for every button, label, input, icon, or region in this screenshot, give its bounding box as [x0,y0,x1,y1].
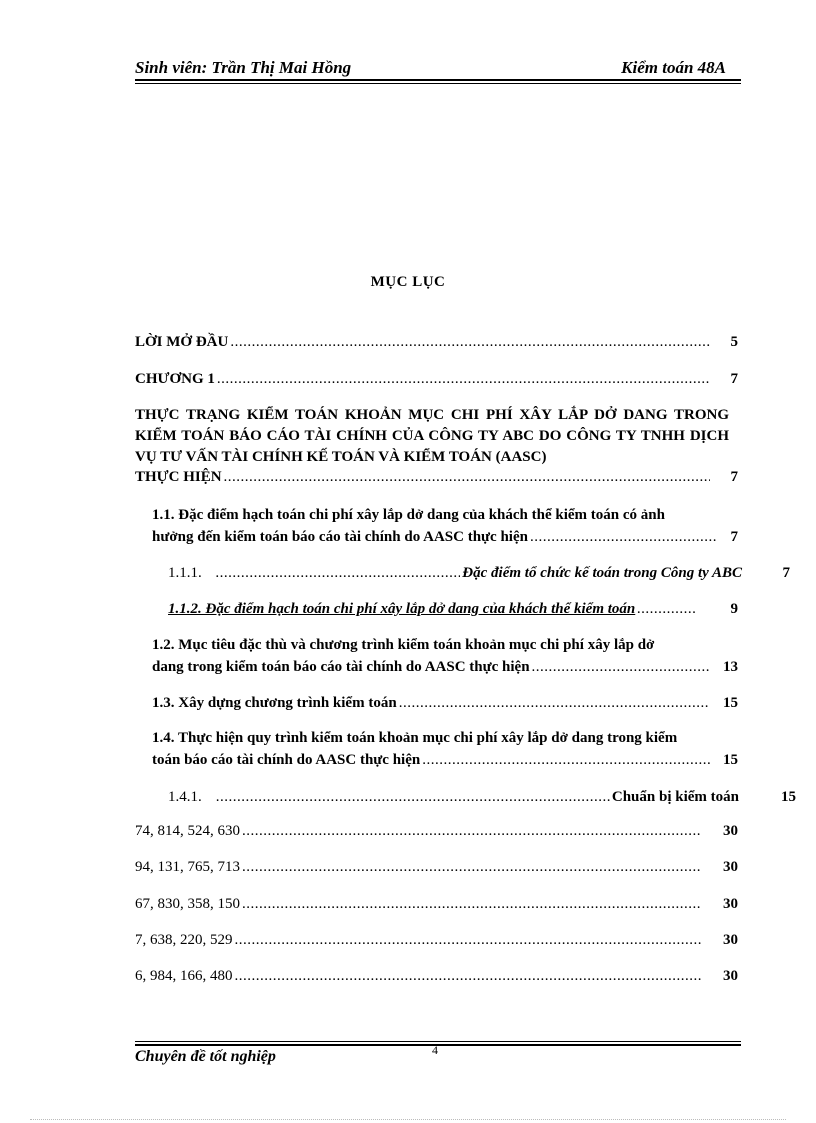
footer-label: Chuyên đề tốt nghiệp [135,1048,276,1065]
toc-entry-1-1-2[interactable]: 1.1.2. Đặc điểm hạch toán chi phí xây lắp dở dang của khách thể kiểm toán ..... [168,601,698,618]
toc-entry-number-4[interactable]: 7, 638, 220, 529 ..... [135,932,703,949]
footer-rule-thick [135,1044,741,1046]
toc-page: 30 [723,823,738,839]
toc-page: 7 [782,565,790,581]
toc-page: 15 [723,695,738,711]
toc-entry-1-3[interactable]: 1.3. Xây dựng chương trình kiểm toán ..... [152,695,712,712]
toc-entry-1-1-1[interactable]: 1.1.1. ..... Đặc điểm tổ chức kế toán trong Công ty ABC [168,565,742,582]
toc-page: 7 [730,469,738,485]
toc-page: 30 [723,932,738,948]
toc-entry-number-5[interactable]: 6, 984, 166, 480 ..... [135,968,703,985]
toc-page: 7 [730,529,738,545]
toc-page: 30 [723,968,738,984]
toc-entry-1-4[interactable]: 1.4. Thực hiện quy trình kiểm toán khoản mục chi phí xây lắp dở dang trong kiểm [152,730,678,746]
header-rule-thin [135,83,741,84]
toc-page: 5 [730,334,738,350]
header-rule-thick [135,79,741,81]
footer-page-number: 4 [432,1043,438,1057]
toc-entry-1-2-last[interactable]: dang trong kiểm toán báo cáo tài chính do AASC thực hiện ..... [152,659,712,676]
toc-page: 9 [730,601,738,617]
toc-page: 15 [723,752,738,768]
page-bottom-divider [30,1119,786,1120]
toc-entry-1-2[interactable]: 1.2. Mục tiêu đặc thù và chương trình kiểm toán khoản mục chi phí xây lắp dở [152,637,655,653]
footer-rule-thin [135,1041,741,1042]
toc-page: 30 [723,859,738,875]
toc-entry-chapter-title[interactable]: THỰC TRẠNG KIỂM TOÁN KHOẢN MỤC CHI PHÍ XÂY LẮP DỞ DANG TRONG KIỂM TOÁN BÁO CÁO TÀI CHÍNH CỦA CÔNG TY ABC DO CÔNG TY TNHH DỊCH VỤ TƯ VẤN TÀI CHÍNH KẾ TOÁN VÀ KIỂM TOÁN (AASC) [135,407,729,465]
toc-entry-1-4-last[interactable]: toán báo cáo tài chính do AASC thực hiện ..... [152,752,712,769]
toc-entry-number-1[interactable]: 74, 814, 524, 630 ..... [135,823,703,840]
header-student: Sinh viên: Trần Thị Mai Hồng [135,58,352,77]
toc-entry-number-3[interactable]: 67, 830, 358, 150 ..... [135,896,703,913]
toc-entry-number-2[interactable]: 94, 131, 765, 713 ..... [135,859,703,876]
toc-entry-1-1-last[interactable]: hưởng đến kiểm toán báo cáo tài chính do AASC thực hiện ..... [152,529,718,546]
toc-page: 15 [781,789,796,805]
toc-entry-1-4-1[interactable]: 1.4.1. ..... Chuẩn bị kiểm toán [168,789,739,806]
toc-entry-chuong-1[interactable]: CHƯƠNG 1 ..... [135,371,712,388]
toc-page: 7 [730,371,738,387]
toc-page: 13 [723,659,738,675]
toc-entry-chapter-title-last[interactable]: THỰC HIỆN ..... [135,469,712,486]
toc-entry-loi-mo-dau[interactable]: LỜI MỞ ĐẦU ..... [135,334,712,351]
toc-title: MỤC LỤC [370,274,446,290]
toc-entry-1-1[interactable]: 1.1. Đặc điểm hạch toán chi phí xây lắp dở dang của khách thể kiểm toán có ảnh [152,507,665,523]
toc-page: 30 [723,896,738,912]
header-class: Kiểm toán 48A [621,58,726,77]
